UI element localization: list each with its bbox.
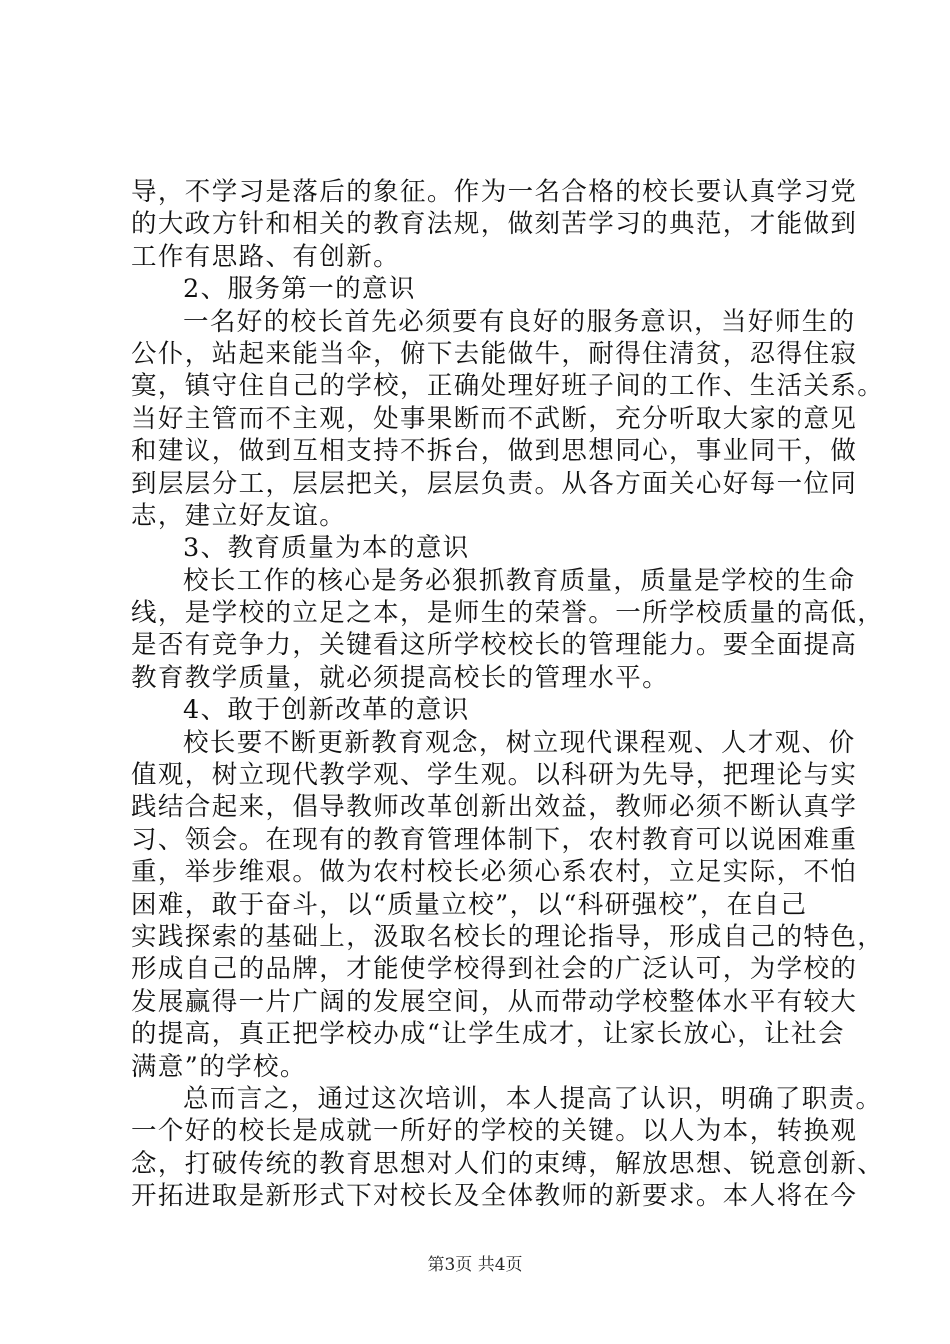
- text-line: 导，不学习是落后的象征。作为一名合格的校长要认真学习党: [131, 177, 858, 207]
- text-line: 值观，树立现代教学观、学生观。以科研为先导，把理论与实: [131, 760, 858, 791]
- text-line: 当好主管而不主观，处事果断而不武断，充分听取大家的意见: [131, 403, 858, 434]
- text-line: 形成自己的品牌，才能使学校得到社会的广泛认可，为学校的: [131, 954, 858, 985]
- text-line: 困难，敢于奋斗，以“质量立校”，以“科研强校”，在自己: [131, 889, 808, 920]
- text-line: 教育教学质量，就必须提高校长的管理水平。: [131, 662, 670, 693]
- text-line: 发展赢得一片广阔的发展空间，从而带动学校整体水平有较大: [131, 986, 858, 1017]
- text-line: 重，举步维艰。做为农村校长必须心系农村，立足实际，不怕: [131, 857, 858, 888]
- page-footer: 第3页 共4页: [427, 1255, 523, 1275]
- text-line: 习、领会。在现有的教育管理体制下，农村教育可以说困难重: [131, 824, 858, 855]
- text-line: 念，打破传统的教育思想对人们的束缚，解放思想、锐意创新、: [131, 1148, 885, 1179]
- text-line: 校长工作的核心是务必狠抓教育质量，质量是学校的生命: [183, 565, 856, 596]
- text-line: 工作有思路、有创新。: [131, 241, 401, 272]
- text-line: 2、服务第一的意识: [183, 274, 416, 305]
- text-line: 总而言之，通过这次培训，本人提高了认识，明确了职责。: [183, 1083, 883, 1114]
- text-line: 一个好的校长是成就一所好的学校的关键。以人为本，转换观: [131, 1116, 858, 1147]
- text-line: 寞，镇守住自己的学校，正确处理好班子间的工作、生活关系。: [131, 371, 885, 402]
- text-line: 到层层分工，层层把关，层层负责。从各方面关心好每一位同: [131, 468, 858, 499]
- text-line: 公仆，站起来能当伞，俯下去能做牛，耐得住清贫，忍得住寂: [131, 338, 858, 369]
- text-line: 实践探索的基础上，汲取名校长的理论指导，形成自己的特色，: [131, 921, 885, 952]
- body-text: [131, 176, 885, 1213]
- text-line: 的提高，真正把学校办成“让学生成才，让家长放心，让社会: [131, 1019, 845, 1050]
- text-line: 满意”的学校。: [131, 1051, 307, 1082]
- text-line: 4、敢于创新改革的意识: [183, 695, 470, 726]
- text-line: 开拓进取是新形式下对校长及全体教师的新要求。本人将在今: [131, 1181, 858, 1212]
- text-line: 线，是学校的立足之本，是师生的荣誉。一所学校质量的高低，: [131, 598, 885, 629]
- text-line: 是否有竞争力，关键看这所学校校长的管理能力。要全面提高: [131, 630, 858, 661]
- text-line: 一名好的校长首先必须要有良好的服务意识，当好师生的: [183, 306, 856, 337]
- text-line: 的大政方针和相关的教育法规，做刻苦学习的典范，才能做到: [131, 209, 858, 240]
- text-line: 3、教育质量为本的意识: [183, 533, 470, 564]
- text-line: 和建议，做到互相支持不拆台，做到思想同心，事业同干，做: [131, 436, 858, 467]
- text-line: 志，建立好友谊。: [131, 500, 347, 531]
- text-line: 践结合起来，倡导教师改革创新出效益，教师必须不断认真学: [131, 792, 858, 823]
- text-line: 校长要不断更新教育观念，树立现代课程观、人才观、价: [183, 727, 856, 758]
